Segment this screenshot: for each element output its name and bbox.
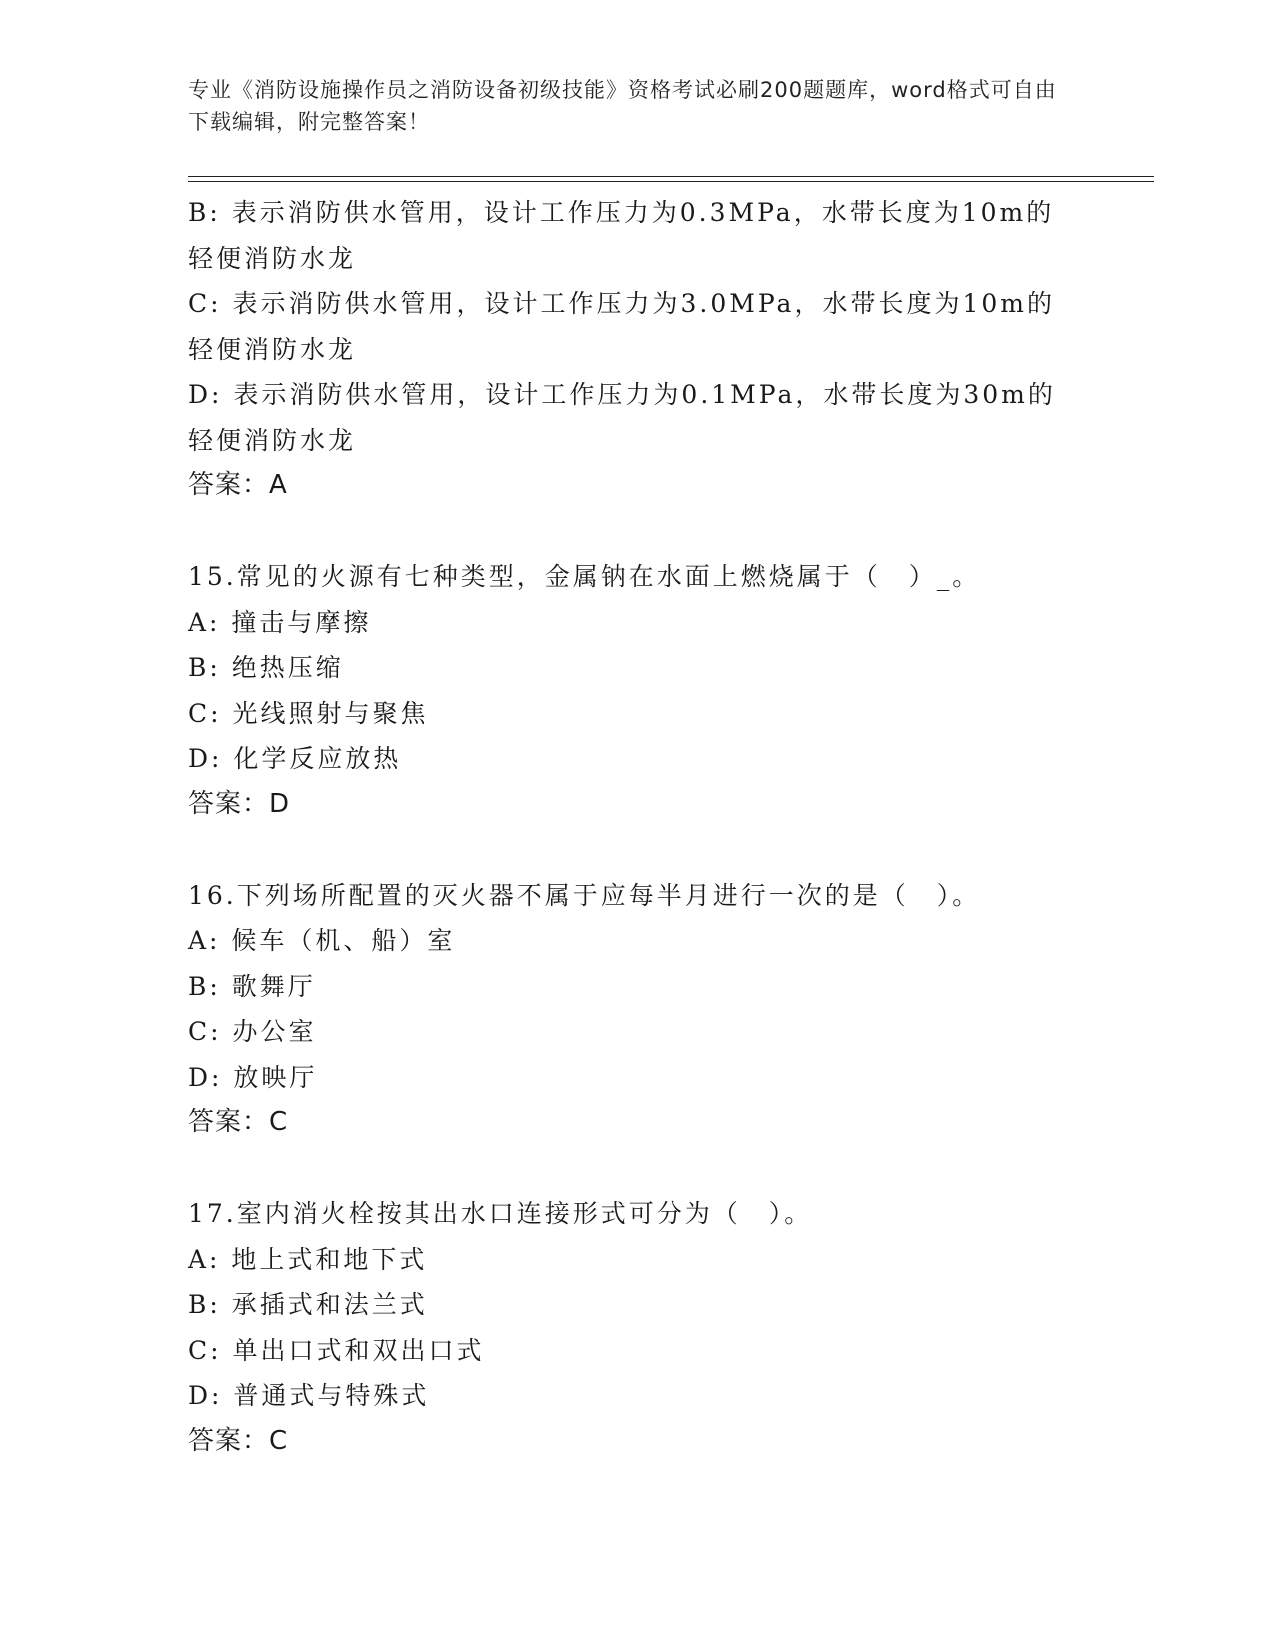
option-c: C: 办公室 (188, 1017, 317, 1046)
header-divider-bottom (188, 181, 1154, 182)
option-a: A: 候车（机、船）室 (188, 926, 456, 955)
option-d: D: 放映厅 (188, 1062, 318, 1092)
question-14-continued (188, 190, 1078, 509)
option-d: D: 普通式与特殊式 (188, 1381, 430, 1410)
question-stem: 17.室内消火栓按其出水口连接形式可分为（ ）。 (188, 1199, 813, 1228)
question-17 (188, 1191, 1078, 1464)
question-stem: 15.常见的火源有七种类型，金属钠在水面上燃烧属于（ ）_。 (188, 562, 981, 591)
answer: 答案：D (188, 788, 291, 819)
document-body (188, 190, 1078, 1464)
option-d: D: 表示消防供水管用，设计工作压力为0.1MPa，水带长度为30m的轻便消防水龙 (188, 380, 1056, 455)
option-a: A: 地上式和地下式 (188, 1244, 428, 1274)
question-15 (188, 554, 1078, 827)
option-c: C: 光线照射与聚焦 (188, 698, 429, 728)
option-b: B: 承插式和法兰式 (188, 1290, 428, 1319)
option-b: B: 歌舞厅 (188, 971, 316, 1001)
answer: 答案：C (188, 1425, 289, 1456)
document-header: 专业《消防设施操作员之消防设备初级技能》资格考试必刷200题题库，word格式可自由下载编辑，附完整答案！ (188, 78, 1057, 134)
answer: 答案：C (188, 1107, 289, 1137)
option-d: D: 化学反应放热 (188, 744, 402, 773)
spacer (188, 1146, 1078, 1192)
question-16 (188, 873, 1078, 1146)
option-c: C: 单出口式和双出口式 (188, 1335, 485, 1365)
option-b: B: 绝热压缩 (188, 653, 344, 682)
answer: 答案：A (188, 470, 288, 500)
header-divider-top (188, 176, 1154, 177)
question-stem: 16.下列场所配置的灭火器不属于应每半月进行一次的是（ ）。 (188, 880, 981, 910)
option-b: B: 表示消防供水管用，设计工作压力为0.3MPa，水带长度为10m的轻便消防水龙 (188, 198, 1055, 273)
option-c: C: 表示消防供水管用，设计工作压力为3.0MPa，水带长度为10m的轻便消防水龙 (188, 289, 1055, 364)
option-a: A: 撞击与摩擦 (188, 607, 372, 637)
spacer (188, 509, 1078, 555)
spacer (188, 827, 1078, 873)
